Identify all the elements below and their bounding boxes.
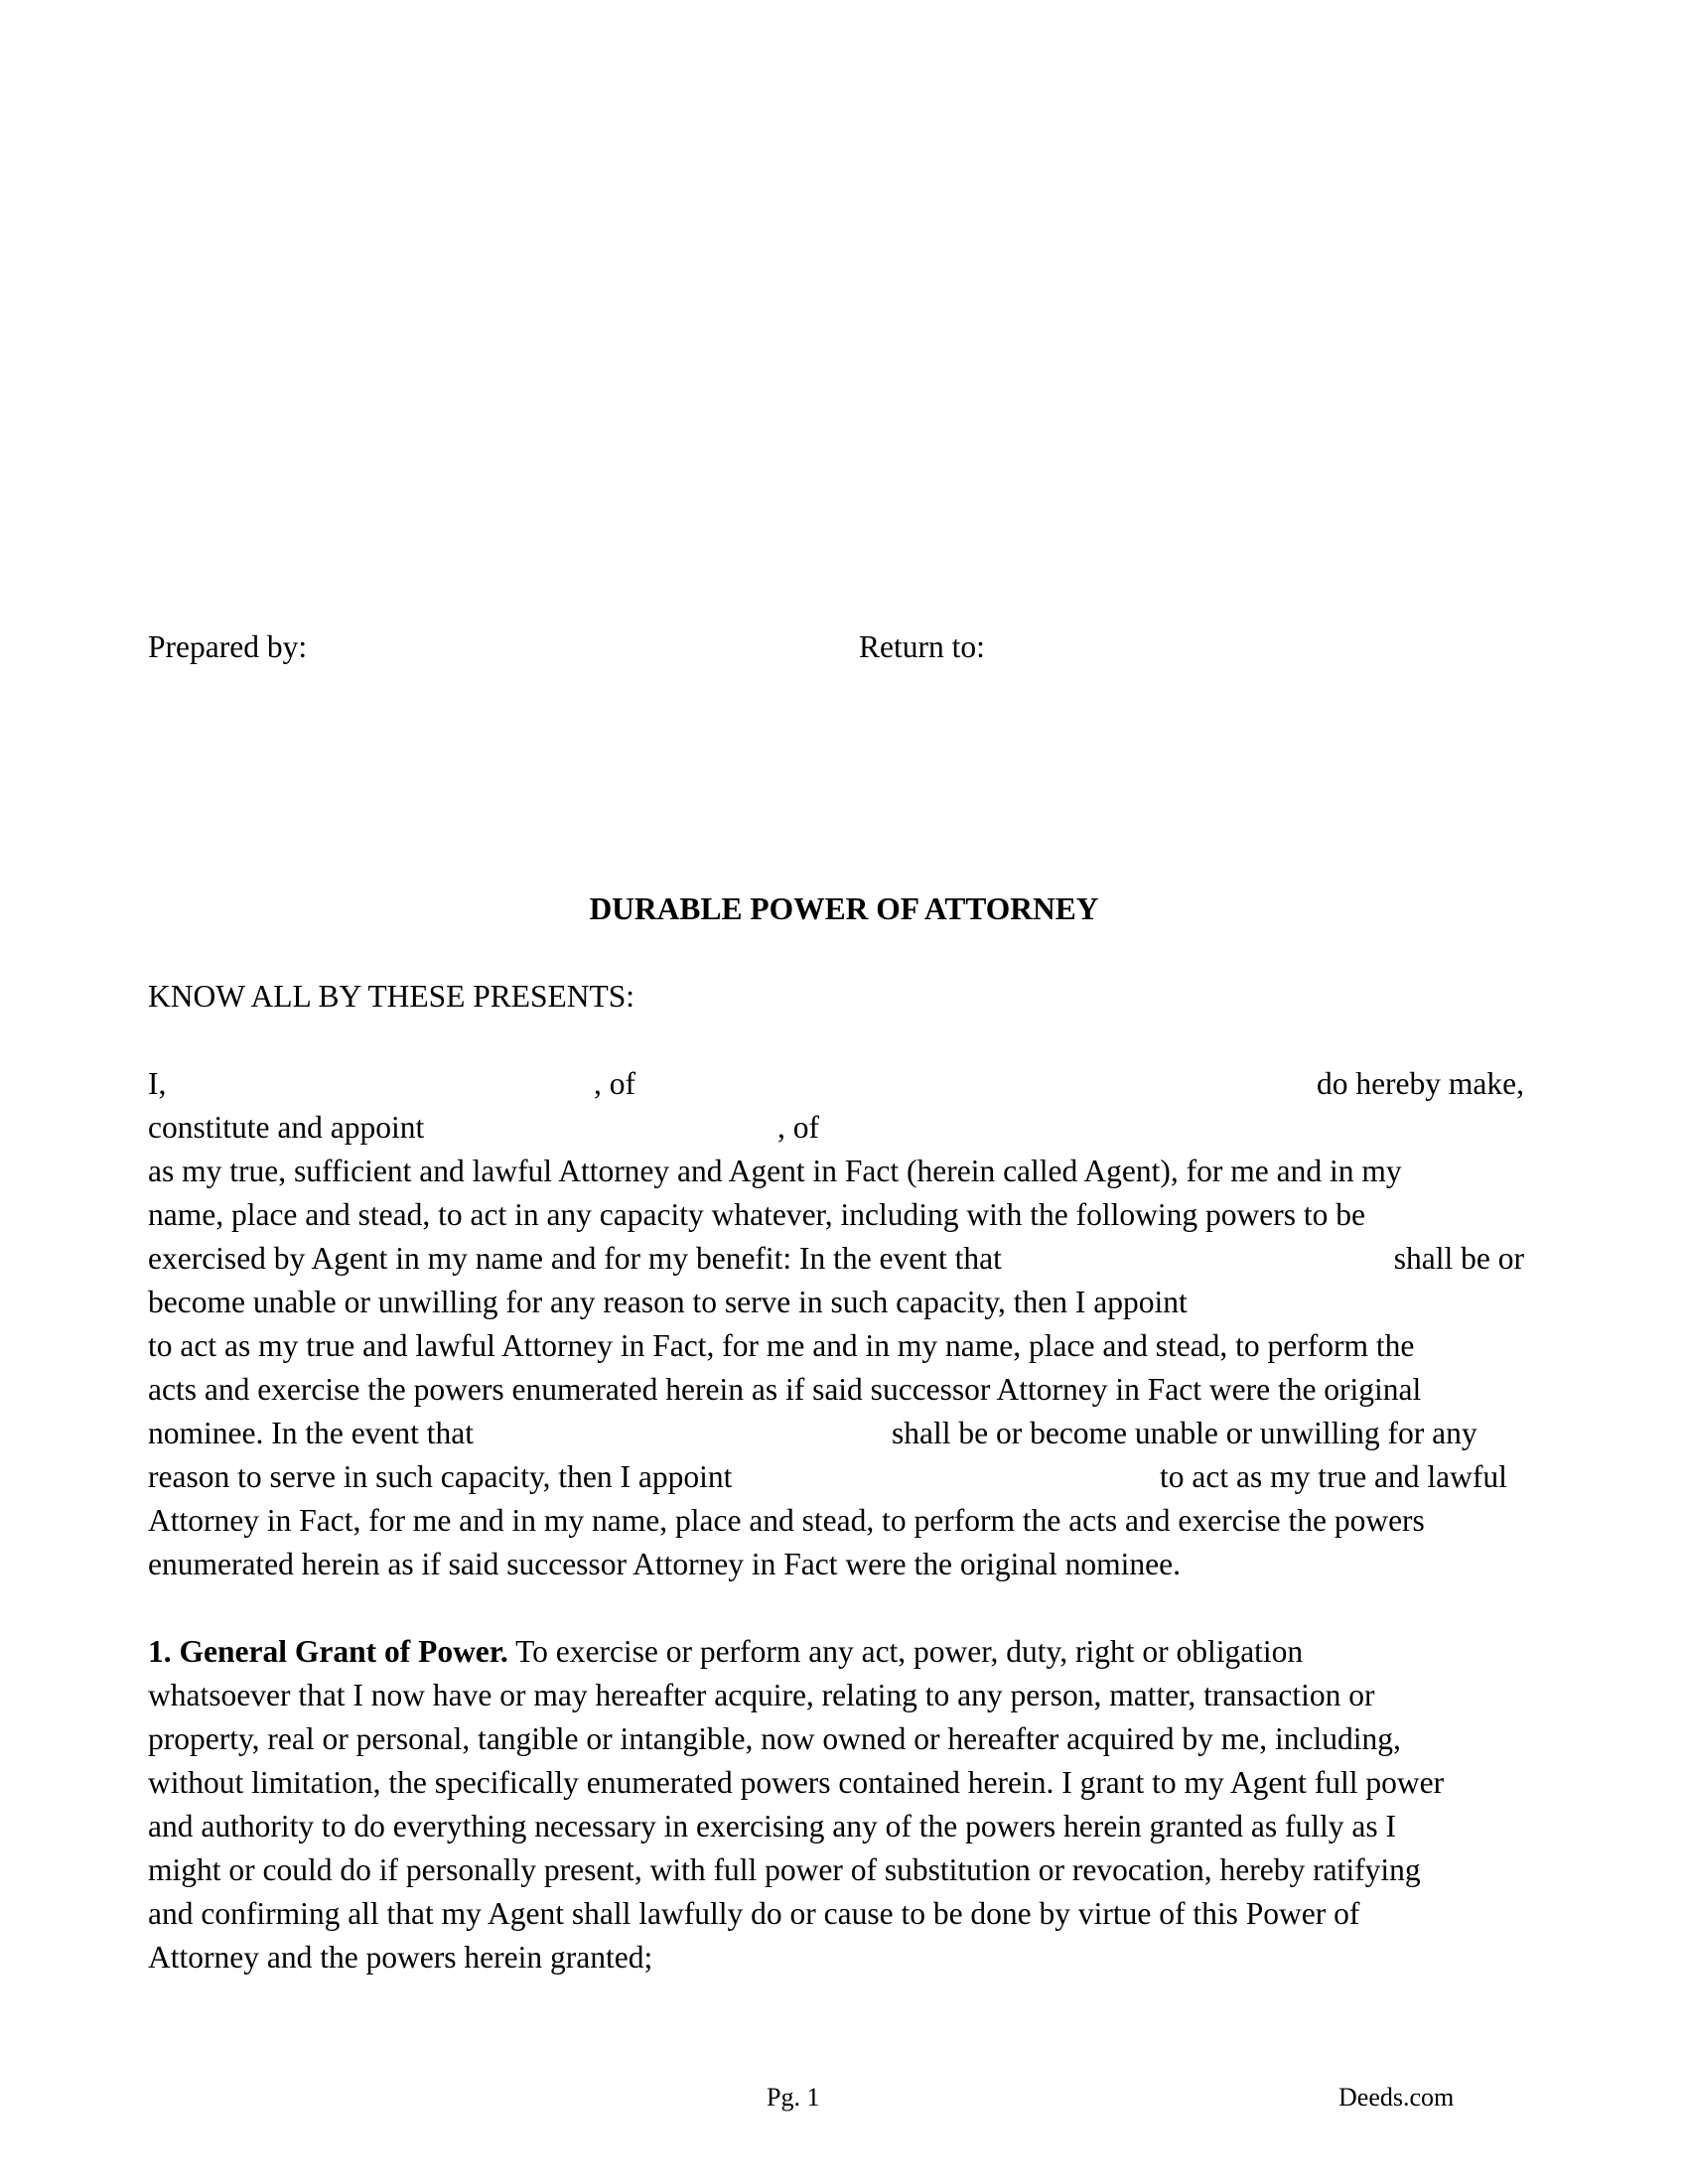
section-line [148,1634,1303,1670]
intro-line: name, place and stead, to act in any capacity whatever, including with the following powers to be [148,1197,1365,1232]
return-to-label: Return to: [859,629,985,664]
intro-line: reason to serve in such capacity, then I appoint [148,1459,733,1494]
intro-line: enumerated herein as if said successor Attorney in Fact were the original nominee. [148,1547,1182,1581]
intro-line-fragment: shall be or become unable or unwilling for any [892,1416,1477,1450]
intro-line: I, [148,1066,167,1101]
section-heading: 1. General Grant of Power. [148,1634,508,1669]
footer-site: Deeds.com [1338,2083,1455,2112]
intro-line: become unable or unwilling for any reason to serve in such capacity, then I appoint [148,1285,1188,1319]
intro-line: Attorney in Fact, for me and in my name, place and stead, to perform the acts and exercise the powers [148,1503,1425,1538]
intro-line-fragment: to act as my true and lawful [1160,1459,1507,1494]
intro-line: acts and exercise the powers enumerated herein as if said successor Attorney in Fact were the original [148,1372,1422,1407]
document-title: DURABLE POWER OF ATTORNEY [589,891,1099,926]
intro-line-fragment: , of [777,1110,819,1145]
intro-line: as my true, sufficient and lawful Attorney and Agent in Fact (herein called Agent), for me and in my [148,1154,1402,1188]
section-line: without limitation, the specifically enumerated powers contained herein. I grant to my Agent full power [148,1765,1445,1800]
intro-line: to act as my true and lawful Attorney in Fact, for me and in my name, place and stead, to perform the [148,1328,1415,1363]
know-all-line: KNOW ALL BY THESE PRESENTS: [148,979,635,1014]
section-line-text: To exercise or perform any act, power, duty, right or obligation [507,1634,1304,1669]
section-line: and confirming all that my Agent shall lawfully do or cause to be done by virtue of this Power of [148,1896,1360,1931]
section-line: might or could do if personally present, with full power of substitution or revocation, hereby ratifying [148,1852,1421,1887]
intro-line-fragment: , of [594,1066,635,1101]
intro-line-fragment: do hereby make, [1316,1066,1524,1101]
section-line: and authority to do everything necessary in exercising any of the powers herein granted as fully as I [148,1809,1396,1843]
section-line: whatsoever that I now have or may hereafter acquire, relating to any person, matter, transaction or [148,1678,1375,1712]
intro-line: exercised by Agent in my name and for my benefit: In the event that [148,1241,1002,1276]
section-line: Attorney and the powers herein granted; [148,1940,653,1975]
page-number: Pg. 1 [767,2083,820,2112]
intro-line-fragment: shall be or [1393,1241,1524,1276]
section-line: property, real or personal, tangible or intangible, now owned or hereafter acquired by me, including, [148,1721,1401,1756]
intro-line: constitute and appoint [148,1110,425,1145]
intro-line: nominee. In the event that [148,1416,475,1450]
prepared-by-label: Prepared by: [148,629,308,664]
